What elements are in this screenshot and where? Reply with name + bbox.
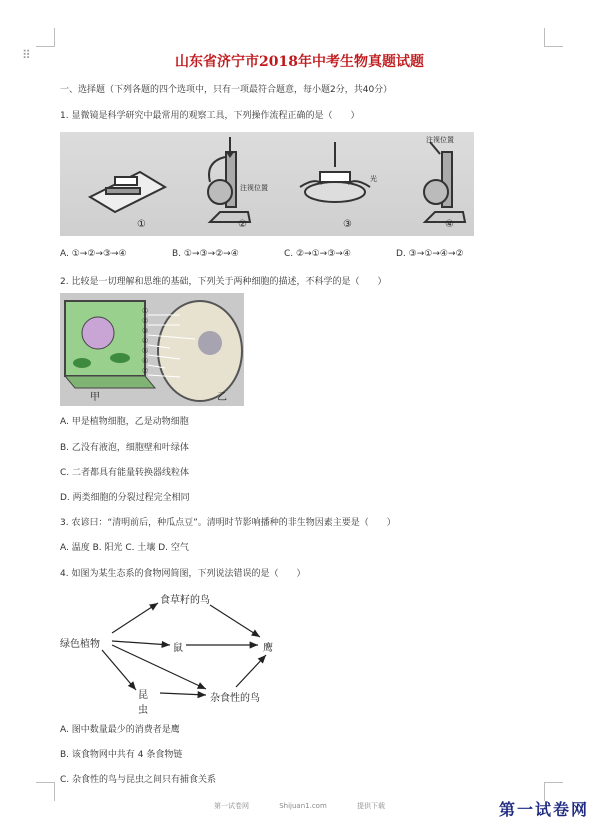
option-a: A. 图中数量最少的消费者是鹰	[60, 725, 180, 735]
node-mouse: 鼠	[173, 643, 183, 654]
image-annotation: 注视位置	[426, 136, 454, 144]
node-eagle: 鹰	[263, 643, 273, 654]
margin-corner-mark	[544, 28, 563, 47]
footer-site-url[interactable]: Shijuan1.com	[279, 802, 327, 810]
option-b: B. 该食物网中共有 4 条食物链	[60, 750, 183, 760]
footer-download-text: 提供下载	[357, 802, 386, 810]
cell-comparison-image	[60, 293, 244, 406]
node-insect: 昆虫	[138, 690, 148, 716]
node-seed-bird: 食草籽的鸟	[160, 595, 210, 606]
option-d: D. ③→①→④→②	[396, 249, 464, 259]
option-b: B. ①→③→②→④	[172, 249, 239, 259]
margin-corner-mark	[36, 782, 55, 801]
step-label: ③	[343, 219, 352, 230]
question-2-stem: 2. 比较是一切理解和思维的基础，下列关于两种细胞的描述，不科学的是（ ）	[60, 277, 387, 287]
document-title: 山东省济宁市2018年中考生物真题试题	[175, 54, 424, 70]
node-omnivore-bird: 杂食性的鸟	[210, 693, 260, 704]
section-heading: 一、选择题（下列各题的四个选项中，只有一项最符合题意，每小题2分，共40分）	[60, 85, 393, 95]
footer-site-name: 第一试卷网	[213, 802, 249, 810]
step-label: ②	[238, 219, 247, 230]
step-label: ①	[137, 219, 146, 230]
image-annotation: 光	[370, 175, 377, 183]
image-annotation: 注视位置	[240, 184, 268, 192]
question-1-options	[60, 249, 464, 259]
step-label: ④	[445, 219, 454, 230]
question-3-stem: 3. 农谚曰：“清明前后，种瓜点豆”。清明时节影响播种的非生物因素主要是（ ）	[60, 518, 396, 528]
option-c: C. 杂食性的鸟与昆虫之间只有捕食关系	[60, 775, 217, 785]
option-a: A. ①→②→③→④	[60, 249, 127, 259]
microscope-steps-image	[60, 132, 474, 236]
option-c: C. ②→①→③→④	[284, 249, 351, 259]
margin-corner-mark	[36, 28, 55, 47]
question-4-stem: 4. 如图为某生态系的食物网简图，下列说法错误的是（ ）	[60, 569, 306, 579]
option-d: D. 两类细胞的分裂过程完全相同	[60, 493, 190, 503]
brand-watermark: 第一试卷网	[498, 800, 589, 819]
option-c: C. 二者都具有能量转换器线粒体	[60, 468, 190, 478]
cell-label: 乙	[217, 392, 227, 403]
question-1-stem: 1. 显微镜是科学研究中最常用的观察工具，下列操作流程正确的是（ ）	[60, 111, 360, 121]
cell-label: 甲	[90, 392, 100, 403]
question-3-options: A. 温度 B. 阳光 C. 土壤 D. 空气	[60, 543, 189, 553]
callout-numbers: ① ② ③ ④ ⑤ ⑥ ⑦	[142, 307, 149, 375]
option-a: A. 甲是植物细胞，乙是动物细胞	[60, 417, 189, 427]
node-plant: 绿色植物	[60, 639, 100, 650]
drag-handle-icon[interactable]: ⠿	[22, 48, 32, 62]
option-b: B. 乙没有液泡，细胞壁和叶绿体	[60, 443, 189, 453]
